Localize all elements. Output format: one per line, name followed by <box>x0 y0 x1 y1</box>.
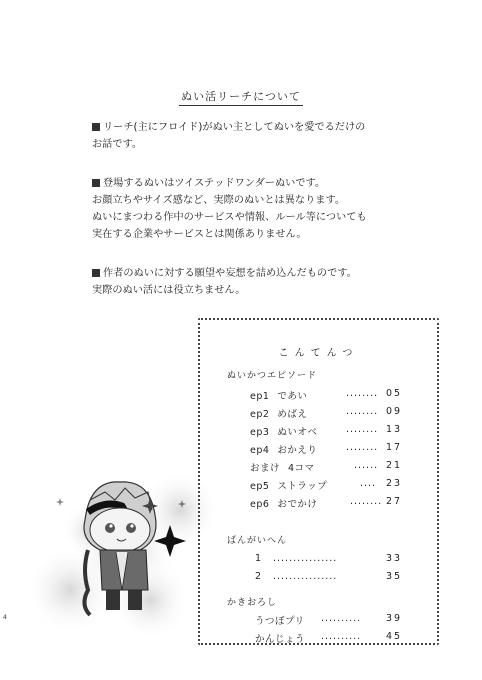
toc-entry[interactable]: ep6 おでかけ ........ 27 <box>250 496 403 510</box>
table-of-contents <box>198 318 439 645</box>
toc-entry[interactable]: おまけ 4コマ ...... 21 <box>250 460 403 474</box>
bullet-square-icon <box>92 269 100 277</box>
toc-entry[interactable]: かんじょう .......... 45 <box>255 631 403 645</box>
toc-entry[interactable]: ep2 めばえ ........ 09 <box>250 406 403 420</box>
note-item: 登場するぬいはツイステッドワンダーぬいです。 お顔立ちやサイズ感など、実際のぬいとは異なります。 ぬいにまつわる作中のサービスや情報、ルール等についても 実在する企業やサービスとは関係ありません。 <box>92 178 367 240</box>
toc-section-title: ぬいかつエピソード <box>227 371 318 381</box>
toc-entry[interactable]: うつぼプリ .......... 39 <box>255 613 403 627</box>
toc-entry[interactable]: ep3 ぬいオベ ........ 13 <box>250 424 403 438</box>
toc-entry[interactable]: ep5 ストラップ .... 23 <box>250 478 403 492</box>
page-number: 4 <box>3 614 7 621</box>
note-item: 作者のぬいに対する願望や妄想を詰め込んだものです。 実際のぬい活には役立ちません。 <box>92 268 357 296</box>
bullet-square-icon <box>92 179 100 187</box>
toc-entry[interactable]: ep1 であい ........ 05 <box>250 388 403 402</box>
page-heading: ぬい活リーチについて <box>0 88 482 106</box>
toc-section-title: ばんがいへん <box>227 536 288 546</box>
toc-entry[interactable]: ep4 おかえり ........ 17 <box>250 442 403 456</box>
bullet-square-icon <box>92 123 100 131</box>
toc-section-title: かきおろし <box>227 598 278 608</box>
toc-entry[interactable]: 2 ................ 35 <box>255 571 403 582</box>
toc-entry[interactable]: 1 ................ 33 <box>255 553 403 564</box>
notes-list <box>92 119 452 321</box>
toc-title: こんてんつ <box>278 348 359 359</box>
note-item: リーチ(主にフロイド)がぬい主としてぬいを愛でるだけの お話です。 <box>92 122 366 150</box>
